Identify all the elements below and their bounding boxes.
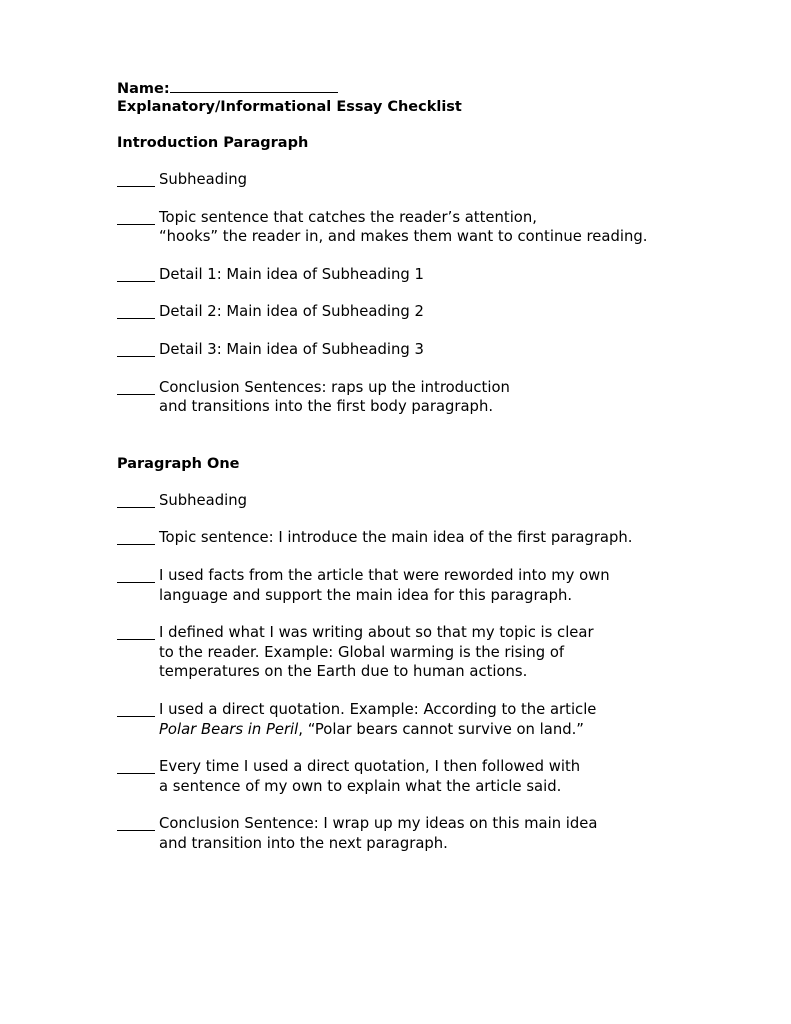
check-blank[interactable]: [117, 700, 155, 717]
check-blank[interactable]: [117, 528, 155, 545]
check-blank[interactable]: [117, 491, 155, 508]
checklist-item: [117, 623, 757, 682]
item-text: Detail 2: Main idea of Subheading 2: [159, 303, 424, 321]
checklist-item: [117, 566, 757, 605]
checklist-item: [117, 528, 757, 548]
name-blank-line[interactable]: [170, 78, 338, 93]
check-blank[interactable]: [117, 566, 155, 583]
item-text: and transition into the next paragraph.: [159, 834, 448, 852]
name-field: [117, 78, 757, 98]
checklist-item: [117, 700, 757, 739]
item-text-quote-line: [159, 720, 757, 740]
check-blank[interactable]: [117, 623, 155, 640]
item-text: Subheading: [159, 491, 247, 509]
checklist-item: [117, 170, 757, 190]
item-text: I used a direct quotation. Example: According to the article: [159, 700, 597, 718]
checklist-item: [117, 491, 757, 511]
item-text: a sentence of my own to explain what the article said.: [159, 777, 562, 795]
checklist-item: [117, 757, 757, 796]
item-text: I defined what I was writing about so that my topic is clear: [159, 624, 594, 642]
document-title: Explanatory/Informational Essay Checklist: [117, 99, 462, 115]
item-text: to the reader. Example: Global warming is the rising of: [159, 643, 565, 661]
item-text: Topic sentence that catches the reader’s attention,: [159, 208, 537, 226]
checklist-item: [117, 340, 757, 360]
item-text: Subheading: [159, 171, 247, 188]
item-text: I used facts from the article that were reworded into my own: [159, 566, 610, 584]
item-text: Detail 3: Main idea of Subheading 3: [159, 340, 424, 358]
item-text: Detail 1: Main idea of Subheading 1: [159, 265, 424, 283]
quotation-text: , “Polar bears cannot survive on land.”: [298, 720, 584, 738]
check-blank[interactable]: [117, 340, 155, 357]
section-heading-paragraph-one: Paragraph One: [117, 455, 240, 472]
introduction-checklist: [117, 170, 757, 417]
document-page: [117, 78, 757, 853]
checklist-item: [117, 378, 757, 417]
checklist-item: [117, 208, 757, 247]
item-text: “hooks” the reader in, and makes them want to continue reading.: [159, 228, 648, 246]
check-blank[interactable]: [117, 757, 155, 774]
check-blank[interactable]: [117, 378, 155, 395]
item-text: language and support the main idea for this paragraph.: [159, 586, 573, 604]
check-blank[interactable]: [117, 302, 155, 319]
item-text: Topic sentence: I introduce the main idea of the first paragraph.: [159, 529, 633, 547]
check-blank[interactable]: [117, 265, 155, 282]
section-heading-introduction: Introduction Paragraph: [117, 135, 309, 151]
check-blank[interactable]: [117, 170, 155, 187]
item-text: Conclusion Sentences: raps up the introduction: [159, 378, 510, 396]
item-text: temperatures on the Earth due to human actions.: [159, 663, 528, 681]
name-label: Name:: [117, 81, 170, 97]
article-title: Polar Bears in Peril: [159, 720, 299, 738]
item-text: Every time I used a direct quotation, I then followed with: [159, 758, 581, 776]
item-text: Conclusion Sentence: I wrap up my ideas on this main idea: [159, 815, 598, 833]
item-text: and transitions into the first body paragraph.: [159, 398, 494, 416]
checklist-item: [117, 302, 757, 322]
checklist-item: [117, 265, 757, 285]
checklist-item: [117, 814, 757, 853]
check-blank[interactable]: [117, 814, 155, 831]
paragraph-one-checklist: [117, 491, 757, 854]
check-blank[interactable]: [117, 208, 155, 225]
